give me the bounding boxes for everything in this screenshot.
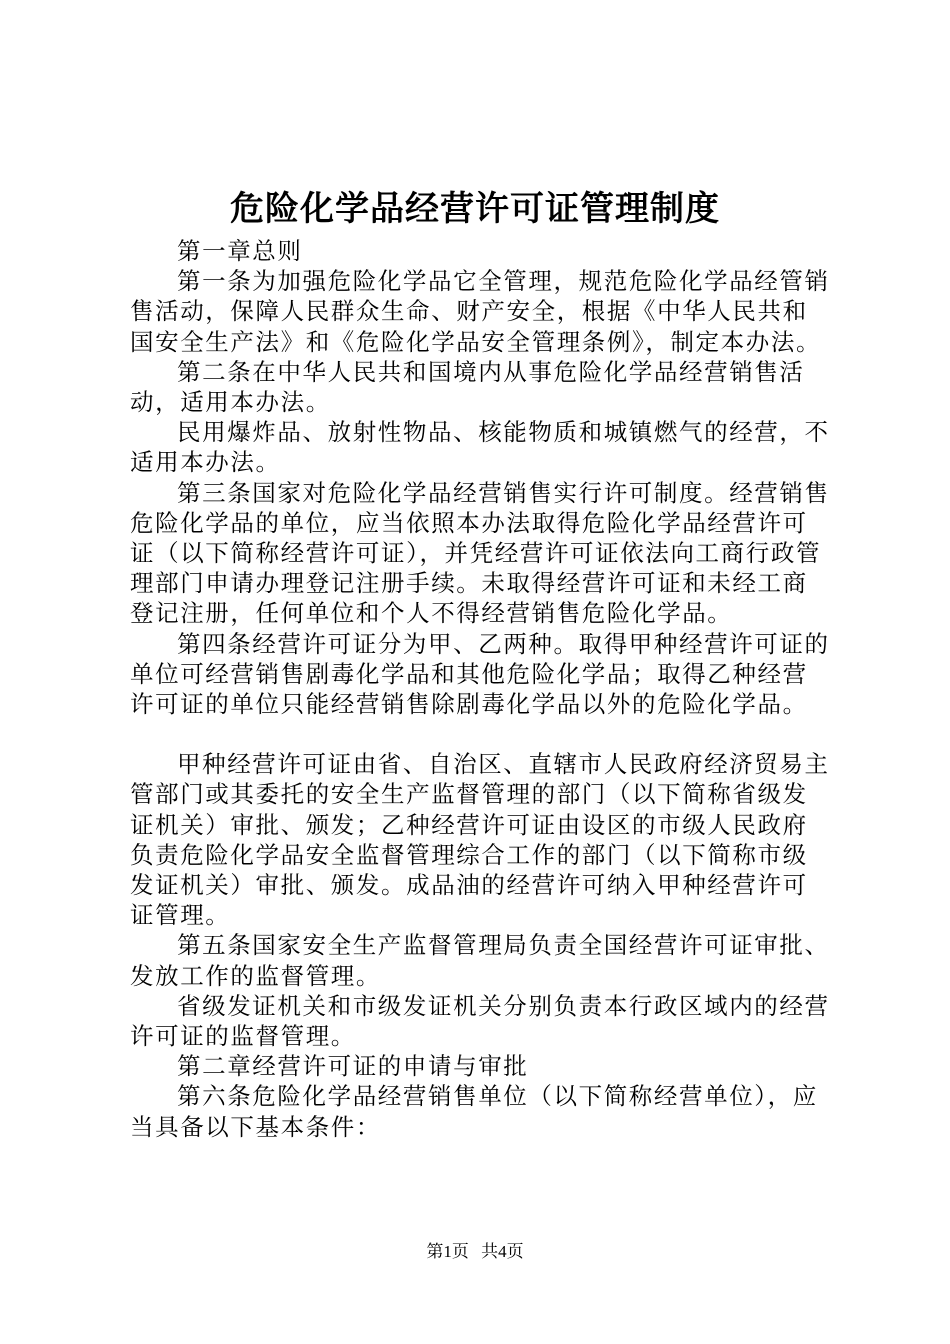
document-title: 危险化学品经营许可证管理制度 [230, 189, 720, 229]
paragraph-spacer [130, 719, 830, 749]
article-paragraph: 第六条危险化学品经营销售单位（以下简称经营单位），应当具备以下基本条件： [130, 1082, 818, 1141]
article-paragraph: 甲种经营许可证由省、自治区、直辖市人民政府经济贸易主管部门或其委托的安全生产监督管理的部门（以下简称省级发证机关）审批、颁发；乙种经营许可证由设区的市级人民政府负责危险化学品安全监督管理综合工作的部门（以下简称市级发证机关）审批、颁发。成品油的经营许可纳入甲种经营许可证管理。 [130, 750, 830, 930]
page-footer [0, 1240, 950, 1264]
article-paragraph: 第一条为加强危险化学品它全管理，规范危险化学品经管销售活动，保障人民群众生命、财产安全，根据《中华人民共和国安全生产法》和《危险化学品安全管理条例》，制定本办法。 [130, 267, 830, 356]
document-body [130, 236, 830, 1142]
article-paragraph: 省级发证机关和市级发证机关分别负责本行政区域内的经营许可证的监督管理。 [130, 991, 830, 1051]
chapter-heading: 第一章总则 [177, 237, 303, 265]
article-paragraph: 民用爆炸品、放射性物品、核能物质和城镇燃气的经营，不适用本办法。 [130, 418, 830, 477]
article-paragraph: 第五条国家安全生产监督管理局负责全国经营许可证审批、发放工作的监督管理。 [130, 931, 830, 990]
chapter-heading: 第二章经营许可证的申请与审批 [177, 1052, 529, 1081]
article-paragraph: 第二条在中华人民共和国境内从事危险化学品经营销售活动，适用本办法。 [130, 357, 805, 417]
article-paragraph: 第三条国家对危险化学品经营销售实行许可制度。经营销售危险化学品的单位，应当依照本办法取得危险化学品经营许可证（以下简称经营许可证），并凭经营许可证依法向工商行政管理部门申请办理登记注册手续。未取得经营许可证和未经工商登记注册，任何单位和个人不得经营销售危险化学品。 [130, 478, 830, 628]
page-total: 共4页 [481, 1242, 524, 1261]
page-number: 第1页 [426, 1242, 469, 1261]
article-paragraph: 第四条经营许可证分为甲、乙两种。取得甲种经营许可证的单位可经营销售剧毒化学品和其他危险化学品；取得乙种经营许可证的单位只能经营销售除剧毒化学品以外的危险化学品。 [130, 629, 830, 719]
